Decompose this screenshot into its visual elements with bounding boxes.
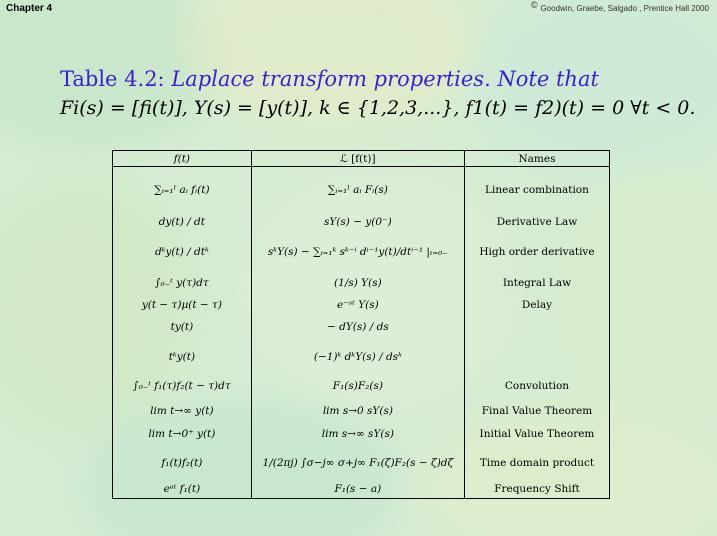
table-row xyxy=(113,480,610,499)
cell-time-function: lim t→∞ y(t) xyxy=(113,400,252,422)
table-title xyxy=(60,67,599,91)
cell-property-name: Final Value Theorem xyxy=(464,400,609,422)
cell-time-function: dy(t) / dt xyxy=(113,208,252,236)
table-row xyxy=(113,400,610,422)
notation-note: Fi(s) = [fi(t)], Y(s) = [y(t)], k ∈ {1,2,3,...}, f1(t) = f2)(t) = 0 ∀t < 0. xyxy=(60,97,696,119)
cell-time-function: y(t − τ)μ(t − τ) xyxy=(113,298,252,312)
cell-property-name: Delay xyxy=(464,298,609,312)
cell-time-function: ty(t) xyxy=(113,312,252,342)
cell-time-function: ∫₀₋ᵗ f₁(τ)f₂(t − τ)dτ xyxy=(113,372,252,400)
cell-laplace-transform: − dY(s) / ds xyxy=(251,312,464,342)
cell-laplace-transform: (1/s) Y(s) xyxy=(251,268,464,298)
laplace-properties-table xyxy=(112,150,610,499)
table-row xyxy=(113,298,610,312)
cell-laplace-transform: F₁(s)F₂(s) xyxy=(251,372,464,400)
cell-property-name: High order derivative xyxy=(464,236,609,268)
cell-time-function: tᵏy(t) xyxy=(113,342,252,372)
cell-laplace-transform: (−1)ᵏ dᵏY(s) / dsᵏ xyxy=(251,342,464,372)
table-row xyxy=(113,236,610,268)
cell-laplace-transform: sY(s) − y(0⁻) xyxy=(251,208,464,236)
cell-laplace-transform: ∑ᵢ₌₁ˡ aᵢ Fᵢ(s) xyxy=(251,172,464,208)
table-row xyxy=(113,372,610,400)
credit-line xyxy=(530,0,709,13)
copyright-symbol: © xyxy=(530,0,538,10)
table-row xyxy=(113,422,610,446)
table-body xyxy=(113,167,610,499)
cell-laplace-transform: sᵏY(s) − ∑ᵢ₌₁ᵏ sᵏ⁻ⁱ dⁱ⁻¹y(t)/dtⁱ⁻¹ |ₜ₌₀₋ xyxy=(251,236,464,268)
cell-time-function: f₁(t)f₂(t) xyxy=(113,446,252,480)
table-number: Table 4.2: xyxy=(60,67,165,91)
table-row xyxy=(113,342,610,372)
cell-laplace-transform: lim s→0 sY(s) xyxy=(251,400,464,422)
cell-property-name: Time domain product xyxy=(464,446,609,480)
header-ft: f(t) xyxy=(113,151,252,167)
cell-laplace-transform: 1/(2πj) ∫σ−j∞ σ+j∞ F₁(ζ)F₂(s − ζ)dζ xyxy=(251,446,464,480)
chapter-label: Chapter 4 xyxy=(6,3,53,14)
cell-property-name: Derivative Law xyxy=(464,208,609,236)
cell-laplace-transform: e⁻ˢᵗ Y(s) xyxy=(251,298,464,312)
header-laplace: ℒ [f(t)] xyxy=(251,151,464,167)
cell-property-name: Convolution xyxy=(464,372,609,400)
header-names: Names xyxy=(464,151,609,167)
cell-laplace-transform: lim s→∞ sY(s) xyxy=(251,422,464,446)
table-row xyxy=(113,268,610,298)
cell-time-function: eᵃᵗ f₁(t) xyxy=(113,480,252,499)
credit-text: Goodwin, Graebe, Salgado , Prentice Hall 2000 xyxy=(540,4,709,13)
table-row xyxy=(113,172,610,208)
cell-time-function: ∫₀₋ᵗ y(τ)dτ xyxy=(113,268,252,298)
cell-property-name xyxy=(464,312,609,342)
cell-property-name: Linear combination xyxy=(464,172,609,208)
table-row xyxy=(113,446,610,480)
cell-time-function: lim t→0⁺ y(t) xyxy=(113,422,252,446)
cell-property-name: Initial Value Theorem xyxy=(464,422,609,446)
cell-time-function: ∑ᵢ₌₁ˡ aᵢ fᵢ(t) xyxy=(113,172,252,208)
cell-property-name: Frequency Shift xyxy=(464,480,609,499)
table-caption: Laplace transform properties. Note that xyxy=(171,67,599,91)
cell-property-name: Integral Law xyxy=(464,268,609,298)
cell-laplace-transform: F₁(s − a) xyxy=(251,480,464,499)
table-header-row xyxy=(113,151,610,167)
table-row xyxy=(113,208,610,236)
table-row xyxy=(113,312,610,342)
cell-property-name xyxy=(464,342,609,372)
cell-time-function: dᵏy(t) / dtᵏ xyxy=(113,236,252,268)
